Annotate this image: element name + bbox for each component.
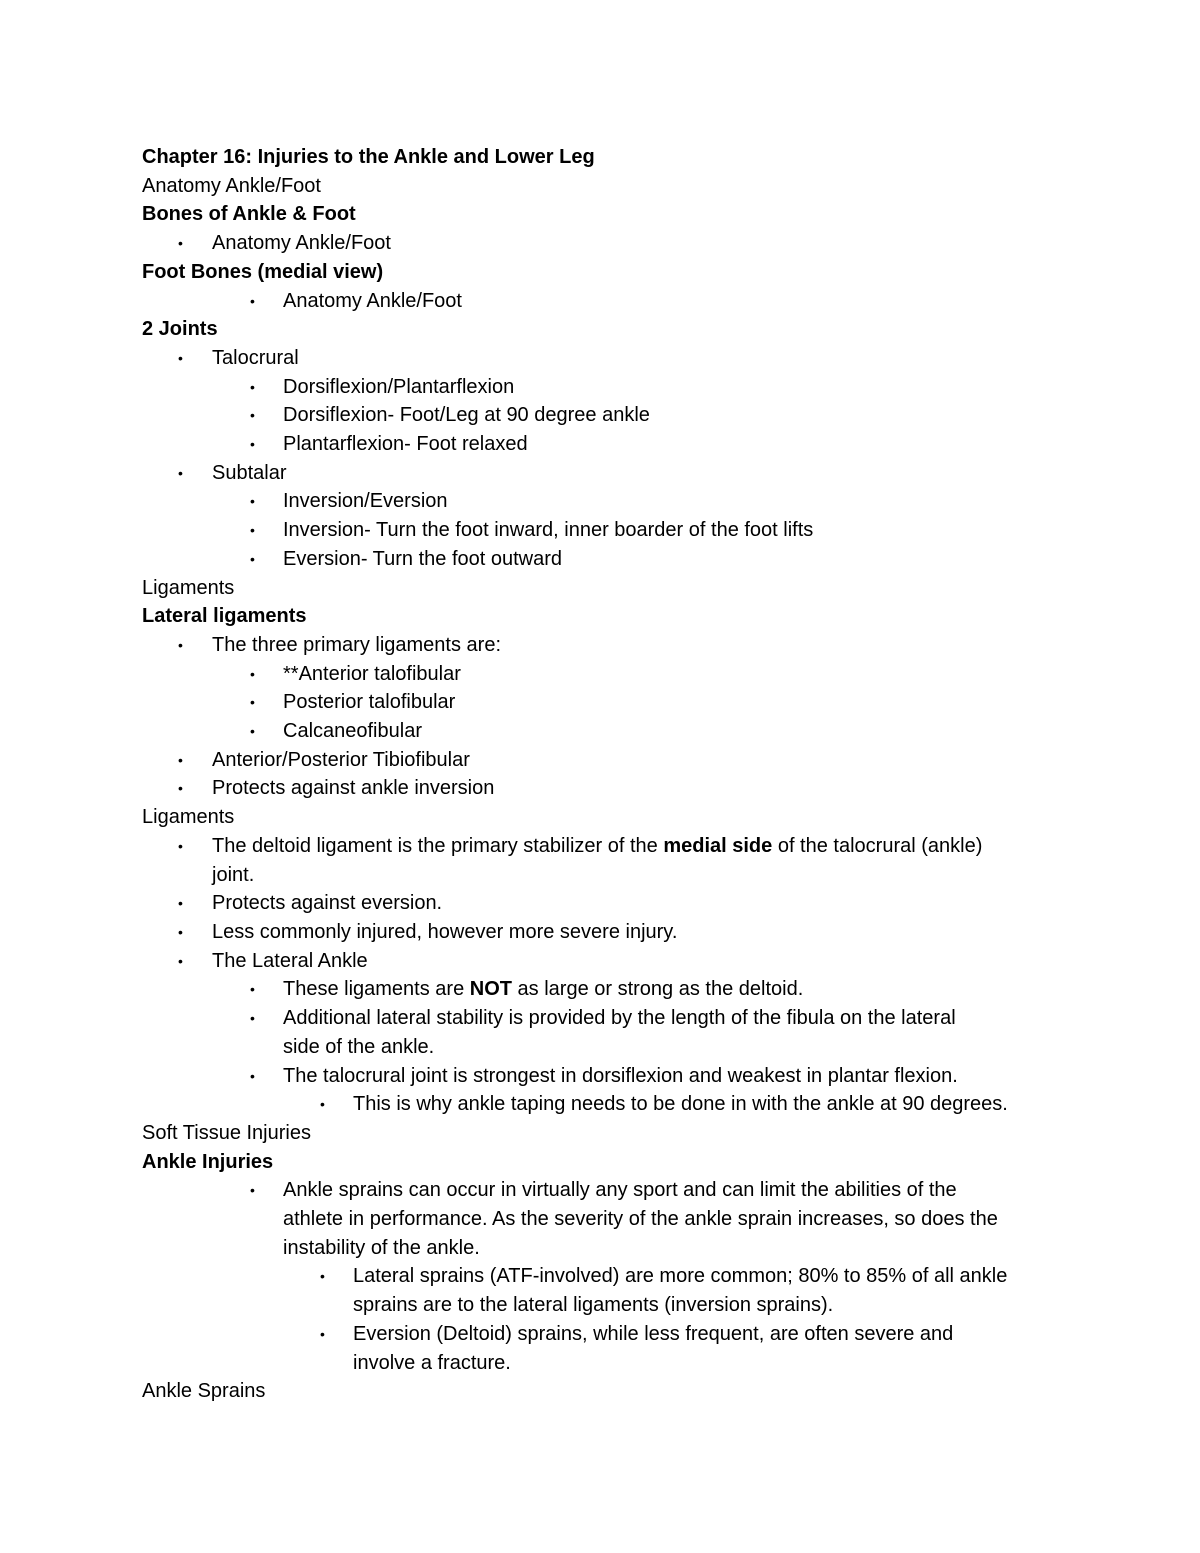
bullet-icon: •	[250, 407, 255, 424]
bullet-icon: •	[250, 665, 255, 682]
list-item	[142, 287, 1072, 316]
list-item-text: Plantarflexion- Foot relaxed	[283, 433, 528, 456]
list-item	[142, 545, 1072, 574]
document-body	[142, 143, 1072, 1406]
list-item-text: Dorsiflexion/Plantarflexion	[283, 375, 515, 398]
list-item-text: **Anterior talofibular	[283, 662, 461, 685]
list-item	[142, 832, 1072, 889]
list-item	[142, 229, 1072, 258]
list-item-text: Anterior/Posterior Tibiofibular	[212, 748, 470, 771]
text-run: The deltoid ligament is the primary stabilizer of the	[212, 834, 664, 857]
list-item	[142, 746, 1072, 775]
list-item-text: Dorsiflexion- Foot/Leg at 90 degree ankle	[283, 404, 650, 427]
bullet-icon: •	[250, 522, 255, 539]
bullet-icon: •	[250, 292, 255, 309]
bullet-icon: •	[250, 493, 255, 510]
list-item-text: The Lateral Ankle	[212, 949, 368, 972]
bullet-icon: •	[178, 923, 183, 940]
list-item-text: Ankle sprains can occur in virtually any sport and can limit the abilities of the	[283, 1179, 957, 1202]
list-item	[142, 516, 1072, 545]
list-item	[142, 1262, 1072, 1319]
bullet-icon: •	[250, 723, 255, 740]
bullet-icon: •	[250, 694, 255, 711]
bullet-icon: •	[250, 378, 255, 395]
bullet-icon: •	[320, 1096, 325, 1113]
heading-lateral-ligaments: Lateral ligaments	[142, 605, 307, 628]
list-item-text	[212, 835, 982, 857]
list-item	[142, 1320, 1072, 1377]
list-item	[142, 631, 1072, 660]
list-item-text: Anatomy Ankle/Foot	[283, 289, 462, 312]
list-item	[142, 344, 1072, 373]
bullet-icon: •	[178, 895, 183, 912]
heading-ankle-injuries: Ankle Injuries	[142, 1150, 274, 1173]
list-item	[142, 1176, 1072, 1262]
bullet-icon: •	[320, 1268, 325, 1285]
list-item	[142, 947, 1072, 976]
bullet-icon: •	[178, 349, 183, 366]
list-item-text-continued: joint.	[212, 863, 255, 886]
list-item	[142, 430, 1072, 459]
bullet-icon: •	[320, 1325, 325, 1342]
heading-foot-bones: Foot Bones (medial view)	[142, 260, 384, 283]
list-item	[142, 889, 1072, 918]
list-item	[142, 717, 1072, 746]
list-item-text: Additional lateral stability is provided by the length of the fibula on the lateral	[283, 1007, 956, 1030]
bullet-icon: •	[250, 1010, 255, 1027]
list-item-text: Protects against ankle inversion	[212, 777, 495, 800]
bullet-icon: •	[178, 464, 183, 481]
list-item-text: This is why ankle taping needs to be done in with the ankle at 90 degrees.	[353, 1093, 1008, 1116]
text-run: as large or strong as the deltoid.	[511, 978, 804, 1001]
list-item	[142, 688, 1072, 717]
document-title: Chapter 16: Injuries to the Ankle and Lower Leg	[142, 146, 595, 168]
bullet-icon: •	[178, 952, 183, 969]
bullet-icon: •	[178, 780, 183, 797]
text-run-bold: medial side	[663, 834, 773, 857]
bullet-icon: •	[178, 837, 183, 854]
bullet-icon: •	[250, 981, 255, 998]
heading-ankle-sprains: Ankle Sprains	[142, 1380, 266, 1403]
list-item-text: The talocrural joint is strongest in dorsiflexion and weakest in plantar flexion.	[283, 1064, 958, 1087]
text-run: These ligaments are	[283, 978, 470, 1001]
list-item	[142, 1090, 1072, 1119]
list-item-text: Calcaneofibular	[283, 720, 422, 743]
bullet-icon: •	[178, 636, 183, 653]
heading-soft-tissue: Soft Tissue Injuries	[142, 1121, 311, 1144]
heading-anatomy: Anatomy Ankle/Foot	[142, 174, 321, 197]
list-item-text-continued: sprains are to the lateral ligaments (inversion sprains).	[353, 1294, 834, 1317]
list-item-text: The three primary ligaments are:	[212, 633, 502, 656]
list-item-text: Eversion (Deltoid) sprains, while less frequent, are often severe and	[353, 1322, 954, 1345]
list-item	[142, 401, 1072, 430]
list-item	[142, 660, 1072, 689]
list-item-text: Subtalar	[212, 461, 287, 484]
list-item-text: Less commonly injured, however more severe injury.	[212, 920, 678, 943]
list-item	[142, 975, 1072, 1004]
list-item-text: Anatomy Ankle/Foot	[212, 232, 391, 255]
bullet-icon: •	[250, 1067, 255, 1084]
bullet-icon: •	[178, 235, 183, 252]
list-item	[142, 459, 1072, 488]
list-item-text: Inversion- Turn the foot inward, inner boarder of the foot lifts	[283, 519, 814, 542]
list-item	[142, 487, 1072, 516]
list-item-text-continued: instability of the ankle.	[283, 1236, 480, 1259]
bullet-icon: •	[250, 1182, 255, 1199]
list-item	[142, 1062, 1072, 1091]
text-run-bold: NOT	[469, 978, 512, 1001]
bullet-icon: •	[250, 550, 255, 567]
text-run: of the talocrural (ankle)	[772, 834, 983, 857]
list-item-text-continued: side of the ankle.	[283, 1035, 435, 1058]
list-item-text	[283, 978, 803, 1000]
list-item	[142, 1004, 1072, 1061]
list-item	[142, 774, 1072, 803]
heading-ligaments-2: Ligaments	[142, 806, 235, 829]
list-item	[142, 918, 1072, 947]
list-item-text-continued: involve a fracture.	[353, 1351, 511, 1374]
list-item-text: Talocrural	[212, 346, 299, 369]
list-item-text: Lateral sprains (ATF-involved) are more common; 80% to 85% of all ankle	[353, 1265, 1008, 1288]
heading-joints: 2 Joints	[142, 318, 218, 341]
list-item	[142, 373, 1072, 402]
list-item-text-continued: athlete in performance. As the severity of the ankle sprain increases, so does the	[283, 1208, 998, 1231]
list-item-text: Eversion- Turn the foot outward	[283, 547, 563, 570]
list-item-text: Inversion/Eversion	[283, 490, 448, 513]
list-item-text: Posterior talofibular	[283, 691, 456, 714]
bullet-icon: •	[250, 436, 255, 453]
heading-bones: Bones of Ankle & Foot	[142, 203, 356, 226]
list-item-text: Protects against eversion.	[212, 892, 443, 915]
heading-ligaments: Ligaments	[142, 576, 235, 599]
bullet-icon: •	[178, 751, 183, 768]
